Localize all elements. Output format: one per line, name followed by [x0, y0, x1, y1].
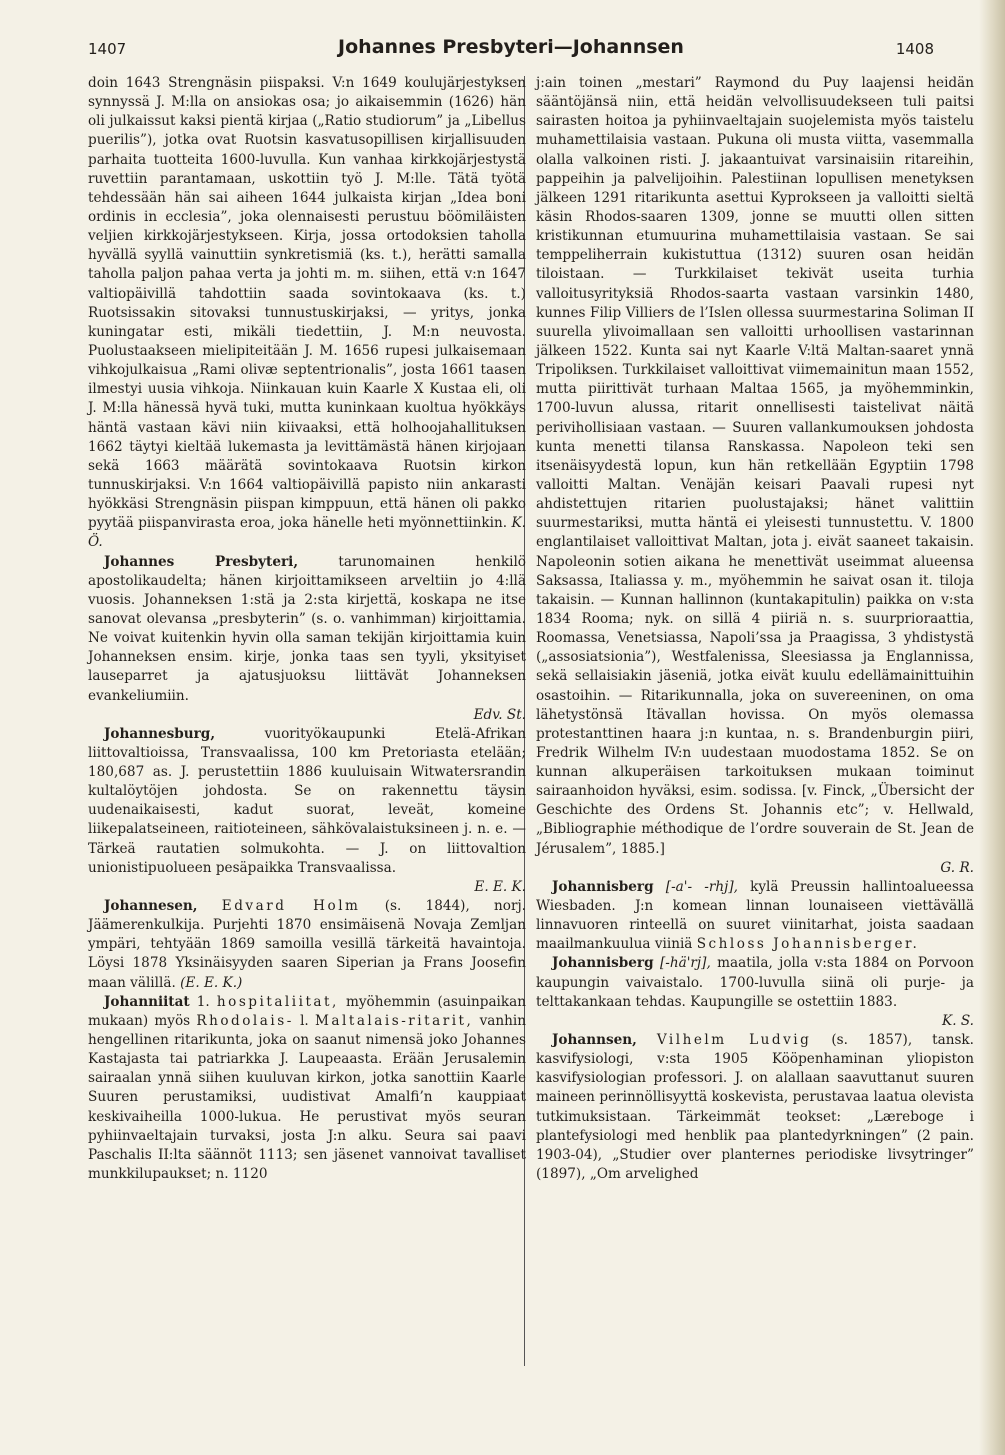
page-number-right: 1408 [895, 40, 934, 58]
entry-headword: Johannesburg, [104, 725, 216, 742]
author-signature: (E. E. K.) [180, 974, 243, 991]
spaced-term: Rhodolais- [196, 1012, 294, 1029]
entry-headword: Johannes Presbyteri, [104, 553, 299, 570]
entry-headword: Johannisberg [552, 955, 654, 972]
entry-johannisberg-porvoo: Johannisberg [-hä'rj], maatila, jolla v:sta 1884 on Porvoon kaupungin vaivaistalo. 1700-luvulla siinä oli purje- ja telttakankaan tehdas. Kaupungille se ostettiin 1883. [536, 955, 975, 1010]
entry-johannesburg: Johannesburg, vuorityökaupunki Etelä-Afrikan liittovaltioissa, Transvaalissa, 100 km Pretoriasta etelään; 180,687 as. J. perustettiin 1886 kuuluisain Witwatersrandin kultalöytöjen johdosta. Se on rakennettu täysin uudenaikaisesti, kadut suorat, leveät, komeine liikepalatseineen, raitioteineen, sähkövalaistuksineen j. n. e. — Tärkeä rautatien solmukohta. — J. on liittovaltion unionistipuolueen pesäpaikka Transvaalissa. [88, 725, 526, 876]
entry-johannesen: Johannesen, Edvard Holm (s. 1844), norj. Jäämerenkulkija. Purjehti 1870 ensimäisenä Novaja Zemljan ympäri, tehtyään 1869 samoilla vesillä tärkeitä havaintoja. Löysi 1878 Yksinäisyyden saaren Siperian ja Frans Joosefin maan välillä. (E. E. K.) [88, 898, 527, 991]
entry-johannisberg-preussen: Johannisberg [-a'- -rhj], kylä Preussin hallintoalueessa Wiesbaden. J:n komean linnan lounaiseen viettävällä linnavuoren rinteellä on suuret viinitarhat, joista saadaan maailmankuulua viiniä Schloss Johannisberger. [536, 878, 974, 953]
spaced-term: hospitaliitat, [216, 993, 339, 1010]
author-signature: G. R. [940, 859, 974, 876]
article-continuation: j:ain toinen „mestari” Raymond du Puy laajensi heidän sääntöjänsä niin, että heidän velvollisuudekseen tuli paitsi sairasten hoitoa ja pyhiinvaeltajain suojelemista myös taistelu muhamettilaisia vastaan. Pukuna oli musta viitta, vasemmalla olalla valkoinen risti. J. jakaantuivat varsinaisiin ritareihin, pappeihin ja palvelijoihin. Palestiinan lopullisen menetyksen jälkeen 1291 ritarikunta asettui Kyprokseen ja valloitti sieltä käsin Rhodos-saaren 1309, jonne se muutti ollen sitten kristikunnan etumuurina muhamettilaisia vastaan. Se sai temppeliherrain kukistuttua (1312) suuren osan heidän tiloistaan. — Turkkilaiset tekivät useita turhia valloitusyrityksiä Rhodos-saarta vastaan varsinkin 1480, kunnes Filip Villiers de l’Islen ollessa suurmestarina Soliman II suurella ylivoimallaan sen valloitti urhoollisen vastarinnan jälkeen 1522. Kunta sai nyt Kaarle V:ltä Maltan-saaret ynnä Tripoliksen. Turkkilaiset valloittivat viimemainitun maan 1552, mutta piirittivät turhaan Maltaa 1565, ja myöhemminkin, 1700-luvun alussa, ritarit onnellisesti taistelivat näitä perivihollisiaan vastaan. — Suuren vallankumouksen johdosta kunta menetti tilansa Ranskassa. Napoleon teki sen itsenäisyydestä lopun, kun hän retkellään Egyptiin 1798 valloitti Maltan. Venäjän keisari Paavali rupesi nyt ahdistettujen ritarien puolustajaksi; hänet valittiin suurmestariksi, mutta häntä ei yleisesti tunnustettu. V. 1800 englantilaiset valloittivat Maltan, jota j. eivät saaneet takaisin. Napoleonin sotien aikana he menettivät useimmat alueensa Saksassa, Italiassa y. m., myöhemmin he saivat osan it. tiloja takaisin. — Kunnan hallinnon (kuntakapitulin) paikka on v:sta 1834 Rooma; nyk. on sillä 4 piiriä n. s. suurprioraattia, Roomassa, Venetsiassa, Napoli’ssa ja Praagissa, 3 yhdistystä („assosiatsionia”), Westfalenissa, Sleesiassa ja Englannissa, sekä sellaisiakin jäseniä, jotka eivät kuulu edellämainittuihin osastoihin. — Ritarikunnalla, joka on suvereeninen, on oma lähetystönsä Itävallan hovissa. On myös olemassa protestanttinen haara j:n kuntaa, n. s. Brandenburgin piiri, Fredrik Wilhelm IV:n uudestaan muodostama 1852. Se on kunnan alkuperäisen tarkoituksen mukaan toiminut sairaanhoidon hyväksi, esim. sodissa. [v. Finck, „Übersicht der Geschichte des Ordens St. Johannis etc”; v. Hellwald, „Bibliographie méthodique de l’ordre souverain de St. Jean de Jérusalem”, 1885.] [536, 75, 974, 857]
entry-headword: Johannsen, [552, 1032, 637, 1049]
entry-johannes-presbyteri: Johannes Presbyteri, tarunomainen henkilö apostolikaudelta; hänen kirjoittamikseen arveltiin jo 4:llä vuosis. Johanneksen 1:stä ja 2:sta kirjettä, koskapa ne itse sanovat olevansa „presbyterin” (s. o. vanhimman) kirjoittamia. Ne voivat kuitenkin hyvin olla saman tekijän kirjoittamia kuin Johanneksen ensim. kirje, jonka taas sen tyyli, yksityiset lauseparret ja ajatusjuoksu liittävät Johanneksen evankeliumiin. [88, 553, 526, 704]
entry-headword: Johannesen, [104, 898, 198, 915]
page-number-left: 1407 [88, 40, 127, 58]
author-signature: Edv. St. [473, 706, 526, 723]
left-column [88, 74, 526, 1184]
person-name: Vilhelm Ludvig [656, 1032, 812, 1049]
spaced-term: Maltalais-ritarit, [314, 1012, 474, 1029]
page-header [88, 36, 934, 66]
pronunciation: [-hä'rj], [659, 955, 711, 972]
pronunciation: [-a'- -rhj], [665, 878, 738, 895]
author-signature: K. S. [942, 1012, 974, 1029]
entry-headword: Johanniitat [104, 993, 190, 1010]
spaced-term: Schloss Johannisberger. [696, 936, 920, 953]
author-signature: K. Ö. [88, 515, 527, 551]
person-name: Edvard Holm [221, 898, 361, 915]
entry-headword: Johannisberg [552, 878, 654, 895]
entry-johanniitat: Johanniitat 1. hospitaliitat, myöhemmin (asuinpaikan mukaan) myös Rhodolais- l. Maltalais-ritarit, vanhin hengellinen ritarikunta, joka on saanut nimensä joko Johannes Kastajasta tai patriarkka J. Laupeaasta. Erään Jerusalemin sairaalan ynnä siihen kuuluvan kirkon, jotka sanottiin Kaarle Suuren perustamiksi, uudistivat Amalfi’n kauppiaat keskivaiheilla 1000-lukua. He perustivat myös seuran pyhiinvaeltajain turvaksi, josta J:n alku. Seura sai paavi Paschalis II:lta säännöt 1113; sen jäsenet vannoivat tavalliset munkkilupaukset; n. 1120 [88, 993, 526, 1183]
running-title: Johannes Presbyteri—Johannsen [338, 36, 684, 58]
author-signature: E. E. K. [474, 878, 526, 895]
article-continuation: doin 1643 Strengnäsin piispaksi. V:n 1649 koulujärjestyksen synnyssä J. M:lla on ansiokas osa; jo aikaisemmin (1626) hän oli julkaissut kaksi pientä kirjaa („Ratio studiorum” ja „Libellus puerilis”), jotka ovat Ruotsin kasvatusopillisen kirjallisuuden parhaita tuotteita 1600-luvulla. Kun vanhaa kirkkojärjestystä ruvettiin parantamaan, uskottiin työ J. M:lle. Tätä työtä tehdessään hän sai aiheen 1644 julkaista kirjan „Idea boni ordinis in ecclesia”, joka olennaisesti perustuu böömiläisten veljien kirkkojärjestykseen. Kirja, jossa ortodoksien taholla hyvällä syyllä vainuttiin synkretismiä (ks. t.), herätti samalla taholla paljon pahaa verta ja johti m. m. siihen, että v:n 1647 valtiopäivillä tahdottiin saada sovintokaava (ks. t.) Ruotsissakin sitovaksi tunnustuskirjaksi, — yritys, jonka kuningatar esti, mikäli tiedettiin, J. M:n neuvosta. Puolustaakseen mielipiteitään J. M. 1656 rupesi julkaisemaan vihkojulkaisua „Rami olivæ septentrionalis”, josta 1661 taasen ilmestyi uusia vihkoja. Niinkauan kuin Kaarle X Kustaa eli, oli J. M:lla hänessä hyvä tuki, mutta kuninkaan kuoltua hyökkäys häntä vastaan kävi niin kiivaaksi, että holhoojahallituksen 1662 täytyi kieltää lukemasta ja levittämästä hänen kirjojaan sekä 1663 määrätä sovintokaava Ruotsin kirkon tunnuskirjaksi. V:n 1664 valtiopäivillä papisto niin ankarasti hyökkäsi Strengnäsin piispan kimppuun, että hänen oli pakko pyytää piispanvirasta eroa, joka hänelle heti myönnettiinkin. K. Ö. [88, 75, 527, 551]
right-column [536, 74, 974, 1184]
entry-johannsen: Johannsen, Vilhelm Ludvig (s. 1857), tansk. kasvifysiologi, v:sta 1905 Kööpenhaminan yliopiston kasvifysiologian professori. J. on alallaan saavuttanut suuren maineen perinnöllisyyttä koskevista, perustavaa laatua olevista tutkimuksistaan. Tärkeimmät teokset: „Læreboge i plantefysiologi med henblik paa plantedyrkningen” (2 pain. 1903-04), „Studier over planternes periodiske livsytringer” (1897), „Om arvelighed [536, 1032, 974, 1183]
page-edge-shadow [979, 0, 1005, 1455]
